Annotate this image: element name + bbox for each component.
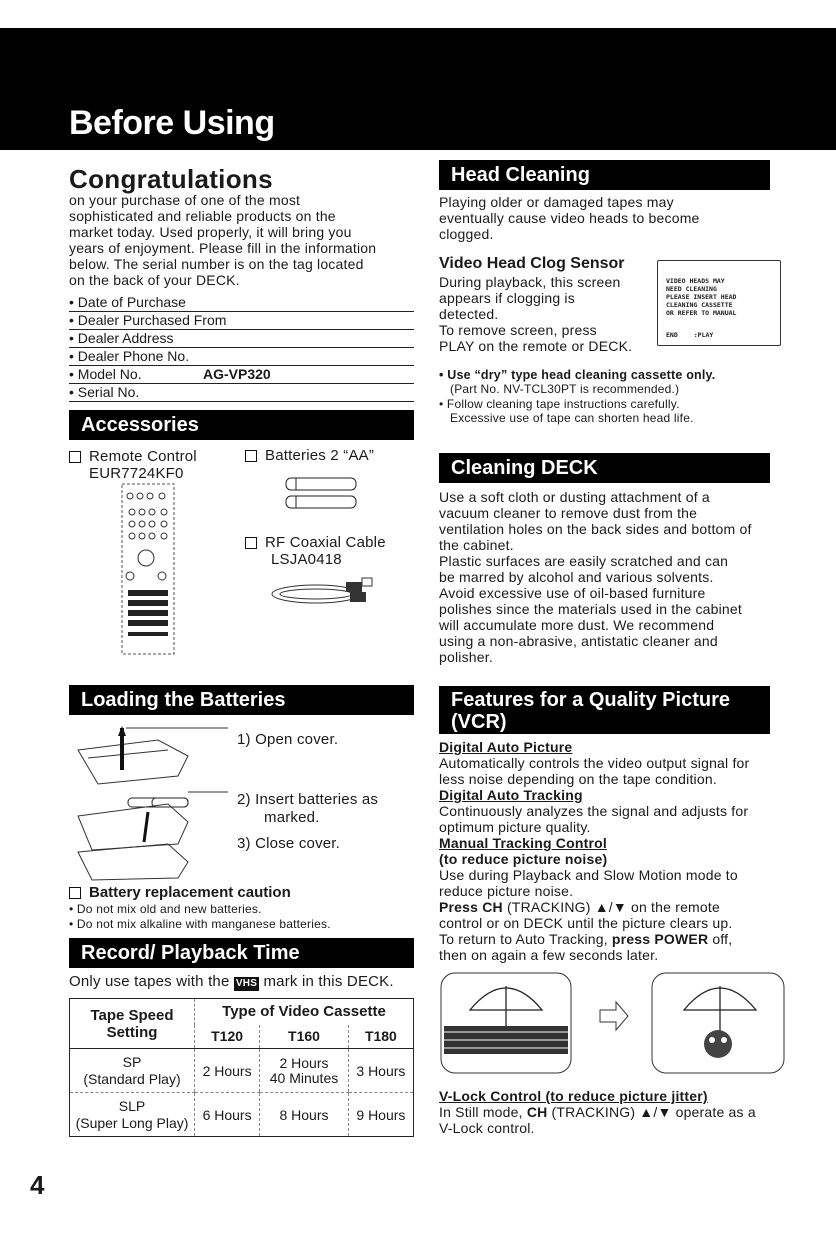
features-header bbox=[439, 686, 770, 734]
caution-line-2: • Do not mix alkaline with manganese batteries. bbox=[69, 917, 331, 931]
playback-time-table bbox=[69, 998, 414, 1137]
table-row bbox=[70, 1093, 414, 1137]
congrats-text bbox=[69, 192, 419, 288]
cleaning-deck-header: Cleaning DECK bbox=[439, 453, 770, 483]
screen-play: :PLAY bbox=[693, 331, 714, 339]
slp-t180: 9 Hours bbox=[348, 1093, 413, 1137]
feature-line: Use during Playback and Slow Motion mode to bbox=[439, 867, 738, 883]
feature-line: control or on DECK until the picture clears up. bbox=[439, 915, 733, 931]
feature-line: reduce picture noise. bbox=[439, 883, 574, 899]
vlock-title: V-Lock Control (to reduce picture jitter) bbox=[439, 1088, 708, 1104]
checkbox-icon bbox=[69, 451, 81, 463]
step-3: 3) Close cover. bbox=[237, 835, 341, 852]
slp-t160: 8 Hours bbox=[260, 1093, 349, 1137]
remote-control-code: EUR7724KF0 bbox=[89, 465, 184, 482]
page-number: 4 bbox=[30, 1170, 45, 1200]
sensor-line: PLAY on the remote or DECK. bbox=[439, 338, 633, 354]
checkbox-icon bbox=[245, 450, 257, 462]
digital-auto-picture-title: Digital Auto Picture bbox=[439, 739, 573, 755]
dealer-phone-field[interactable]: • Dealer Phone No. bbox=[69, 348, 414, 366]
press-ch-label: Press CH bbox=[439, 899, 503, 915]
step-2-line: marked. bbox=[264, 809, 320, 826]
rf-cable-label: RF Coaxial Cable bbox=[265, 534, 386, 551]
slp-label: SLP bbox=[118, 1097, 146, 1114]
rf-cable-item bbox=[245, 534, 386, 568]
owner-record-form bbox=[69, 294, 414, 402]
batteries-item bbox=[245, 448, 374, 464]
features-title-line: Features for a Quality Picture bbox=[451, 689, 730, 711]
feature-line: optimum picture quality. bbox=[439, 819, 591, 835]
sp-full-label: (Standard Play) bbox=[83, 1070, 181, 1087]
loading-batteries-header: Loading the Batteries bbox=[69, 685, 414, 715]
coaxial-cable-illustration bbox=[268, 574, 380, 610]
congrats-line: sophisticated and reliable products on the bbox=[69, 208, 336, 224]
remote-control-illustration bbox=[118, 480, 180, 675]
screen-line: NEED CLEANING bbox=[666, 285, 717, 293]
cleaning-line: the cabinet. bbox=[439, 537, 514, 553]
model-number-value: AG-VP320 bbox=[203, 366, 271, 382]
vlock-text bbox=[439, 1088, 789, 1136]
t160-header: T160 bbox=[260, 1025, 349, 1049]
batteries-label: Batteries 2 “AA” bbox=[265, 447, 375, 464]
vlock-line: (TRACKING) ▲/▼ operate as a bbox=[547, 1104, 756, 1120]
cleaning-line: polishes since the materials used in the cabinet bbox=[439, 601, 742, 617]
slp-full-label: (Super Long Play) bbox=[75, 1114, 189, 1131]
features-title-line: (VCR) bbox=[451, 711, 507, 733]
step-1: 1) Open cover. bbox=[237, 731, 339, 748]
cleaning-line: Use a soft cloth or dusting attachment of a bbox=[439, 489, 710, 505]
slp-cell bbox=[70, 1093, 195, 1137]
cleaning-line: Plastic surfaces are easily scratched and can bbox=[439, 553, 729, 569]
clog-sensor-text bbox=[439, 274, 632, 354]
dealer-purchased-from-field[interactable]: • Dealer Purchased From bbox=[69, 312, 414, 330]
congrats-line: on your purchase of one of the most bbox=[69, 192, 301, 208]
feature-line: To return to Auto Tracking, bbox=[439, 931, 612, 947]
head-intro-line: clogged. bbox=[439, 226, 494, 242]
t120-header: T120 bbox=[195, 1025, 260, 1049]
feature-line: then on again a few seconds later. bbox=[439, 947, 659, 963]
cleaning-line: polisher. bbox=[439, 649, 493, 665]
head-intro-line: Playing older or damaged tapes may bbox=[439, 194, 674, 210]
cleaning-tape-note: • Follow cleaning tape instructions carefully. bbox=[439, 397, 680, 411]
cleaning-line: using a non-abrasive, antistatic cleaner and bbox=[439, 633, 718, 649]
clog-sensor-title: Video Head Clog Sensor bbox=[439, 255, 625, 272]
step-2 bbox=[237, 791, 378, 827]
feature-line: (TRACKING) ▲/▼ on the remote bbox=[502, 899, 720, 915]
sp-t160 bbox=[260, 1049, 349, 1093]
screen-line: PLEASE INSERT HEAD bbox=[666, 293, 737, 301]
sp-label: SP bbox=[122, 1053, 142, 1070]
press-power-label: press POWER bbox=[611, 931, 709, 947]
excessive-use-note: Excessive use of tape can shorten head life. bbox=[450, 411, 694, 425]
cleaning-line: be marred by alcohol and various solvents. bbox=[439, 569, 714, 585]
vlock-ch-label: CH bbox=[526, 1104, 548, 1120]
checkbox-icon bbox=[69, 887, 81, 899]
record-intro bbox=[69, 974, 394, 991]
congrats-title: Congratulations bbox=[69, 164, 273, 194]
slp-t120: 6 Hours bbox=[195, 1093, 260, 1137]
step-2-line: 2) Insert batteries as bbox=[237, 791, 379, 808]
page-title: Before Using bbox=[69, 104, 275, 142]
sp-t120: 2 Hours bbox=[195, 1049, 260, 1093]
clog-warning-screen bbox=[657, 260, 781, 346]
t180-header: T180 bbox=[348, 1025, 413, 1049]
remote-control-item bbox=[69, 448, 197, 482]
battery-compartment-illustration bbox=[68, 722, 238, 882]
manual-tracking-subtitle: (to reduce picture noise) bbox=[439, 851, 608, 867]
rf-cable-code: LSJA0418 bbox=[271, 551, 342, 568]
congrats-line: market today. Used properly, it will bring you bbox=[69, 224, 352, 240]
dry-cassette-note: • Use “dry” type head cleaning cassette only. bbox=[439, 368, 716, 382]
feature-line: less noise depending on the tape condition. bbox=[439, 771, 717, 787]
cleaning-line: ventilation holes on the back sides and bottom of bbox=[439, 521, 752, 537]
digital-auto-tracking-title: Digital Auto Tracking bbox=[439, 787, 583, 803]
battery-caution-title: Battery replacement caution bbox=[89, 884, 291, 901]
feature-line: Continuously analyzes the signal and adjusts for bbox=[439, 803, 749, 819]
vlock-line: V-Lock control. bbox=[439, 1120, 535, 1136]
screen-line: OR REFER TO MANUAL bbox=[666, 309, 737, 317]
congrats-line: below. The serial number is on the tag located bbox=[69, 256, 364, 272]
head-intro-line: eventually cause video heads to become bbox=[439, 210, 700, 226]
screen-line: VIDEO HEADS MAY bbox=[666, 277, 725, 285]
record-intro-text: mark in this DECK. bbox=[263, 973, 394, 990]
screen-line: CLEANING CASSETTE bbox=[666, 301, 733, 309]
serial-number-field[interactable]: • Serial No. bbox=[69, 384, 414, 402]
picture-quality-illustration bbox=[440, 970, 786, 1080]
feature-line: Automatically controls the video output signal for bbox=[439, 755, 750, 771]
head-cleaning-intro bbox=[439, 194, 700, 242]
record-intro-text: Only use tapes with the bbox=[69, 973, 230, 990]
caution-line-1: • Do not mix old and new batteries. bbox=[69, 902, 262, 916]
vlock-line: In Still mode, bbox=[439, 1104, 527, 1120]
cleaning-line: Avoid excessive use of oil-based furniture bbox=[439, 585, 706, 601]
sensor-line: detected. bbox=[439, 306, 499, 322]
model-number-field[interactable] bbox=[69, 366, 414, 384]
sensor-line: To remove screen, press bbox=[439, 322, 597, 338]
sp-t160-line: 40 Minutes bbox=[269, 1069, 339, 1086]
part-number-note: (Part No. NV-TCL30PT is recommended.) bbox=[450, 382, 680, 396]
features-text bbox=[439, 739, 789, 963]
sp-cell bbox=[70, 1049, 195, 1093]
manual-tracking-title: Manual Tracking Control bbox=[439, 835, 607, 851]
date-of-purchase-field[interactable]: • Date of Purchase bbox=[69, 294, 414, 312]
sp-t180: 3 Hours bbox=[348, 1049, 413, 1093]
sensor-line: During playback, this screen bbox=[439, 274, 621, 290]
checkbox-icon bbox=[245, 537, 257, 549]
col-speed-header: Tape Speed Setting bbox=[70, 999, 195, 1049]
vhs-logo: VHS bbox=[235, 978, 258, 989]
sp-t160-line: 2 Hours bbox=[279, 1054, 329, 1071]
cleaning-line: will accumulate more dust. We recommend bbox=[439, 617, 715, 633]
accessories-header: Accessories bbox=[69, 410, 414, 440]
congrats-line: years of enjoyment. Please fill in the information bbox=[69, 240, 377, 256]
feature-line: off, bbox=[708, 931, 733, 947]
batteries-illustration bbox=[282, 474, 362, 514]
head-cleaning-header: Head Cleaning bbox=[439, 160, 770, 190]
cleaning-deck-text bbox=[439, 489, 752, 665]
table-row bbox=[70, 1049, 414, 1093]
col-type-header: Type of Video Cassette bbox=[195, 999, 414, 1025]
remote-control-label: Remote Control bbox=[89, 448, 197, 465]
battery-caution bbox=[69, 884, 291, 901]
record-playback-header: Record/ Playback Time bbox=[69, 938, 414, 968]
screen-end: END bbox=[666, 331, 678, 339]
model-number-label: • Model No. bbox=[69, 366, 142, 382]
dealer-address-field[interactable]: • Dealer Address bbox=[69, 330, 414, 348]
sensor-line: appears if clogging is bbox=[439, 290, 575, 306]
congrats-line: on the back of your DECK. bbox=[69, 272, 240, 288]
cleaning-line: vacuum cleaner to remove dust from the bbox=[439, 505, 698, 521]
